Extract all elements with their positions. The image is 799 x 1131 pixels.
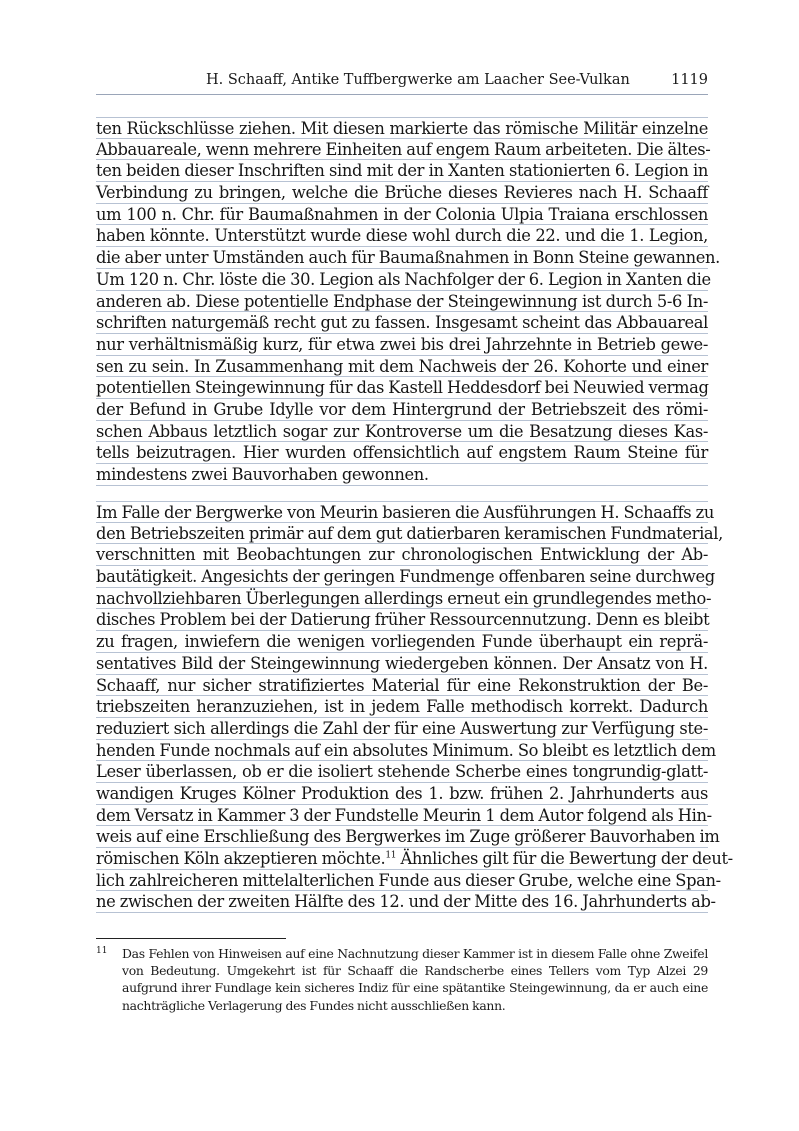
text-line: verschnitten mit Beobachtungen zur chronologischen Entwicklung der Ab- bbox=[96, 545, 708, 565]
text-line: zu fragen, inwiefern die wenigen vorliegenden Funde überhaupt ein reprä- bbox=[96, 632, 708, 652]
text-line: Im Falle der Bergwerke von Meurin basieren die Ausführungen H. Schaaffs zu bbox=[96, 503, 715, 522]
text-line: die aber unter Umständen auch für Baumaßnahmen in Bonn Steine gewannen. bbox=[96, 248, 721, 268]
text-line: nur verhältnismäßig kurz, für etwa zwei bis drei Jahrzehnte in Betrieb gewe- bbox=[96, 334, 708, 354]
footnote-separator bbox=[96, 938, 286, 939]
page-number: 1119 bbox=[671, 72, 708, 88]
text-line: Verbindung zu bringen, welche die Brüche dieses Revieres nach H. Schaaff bbox=[96, 183, 708, 203]
text-line: sentatives Bild der Steingewinnung wiedergeben können. Der Ansatz von H. bbox=[96, 653, 708, 673]
text-line: wandigen Kruges Kölner Produktion des 1. bzw. frühen 2. Jahrhunderts aus bbox=[96, 783, 708, 803]
text-line: bautätigkeit. Angesichts der geringen Fundmenge offenbaren seine durchweg bbox=[96, 567, 715, 587]
text-line: dem Versatz in Kammer 3 der Fundstelle Meurin 1 dem Autor folgend als Hin- bbox=[96, 805, 712, 825]
text-fragment: römischen Köln akzeptieren möchte. bbox=[96, 849, 386, 868]
text-line: lich zahlreicheren mittelalterlichen Funde aus dieser Grube, welche eine Span- bbox=[96, 870, 721, 890]
text-line: disches Problem bei der Datierung früher Ressourcennutzung. Denn es bleibt bbox=[96, 610, 710, 630]
text-line: schriften naturgemäß recht gut zu fassen. Insgesamt scheint das Abbauareal bbox=[96, 313, 708, 333]
text-line: Leser überlassen, ob er die isoliert stehende Scherbe eines tongrundig-glatt- bbox=[96, 762, 708, 782]
header-rule bbox=[96, 94, 708, 95]
footnote-reference[interactable]: 11 bbox=[385, 850, 397, 861]
footnote-text: Das Fehlen von Hinweisen auf eine Nachnutzung dieser Kammer ist in diesem Falle ohne Zweifel von Bedeutung. Umgekehrt ist für Schaaff die Randscherbe eines Tellers vom Typ Alzei 29 aufgrund ihrer Fundlage kein sicheres Indiz für eine spätantike Steingewinnung, da er auch eine nachträgliche Verlagerung des Fundes nicht ausschließen kann. bbox=[122, 946, 708, 1013]
text-line: Um 120 n. Chr. löste die 30. Legion als Nachfolger der 6. Legion in Xanten die bbox=[96, 269, 711, 289]
text-line: ten Rückschlüsse ziehen. Mit diesen markierte das römische Militär einzelne bbox=[96, 119, 708, 138]
text-line: anderen ab. Diese potentielle Endphase der Steingewinnung ist durch 5-6 In- bbox=[96, 291, 708, 311]
text-line: schen Abbaus letztlich sogar zur Kontroverse um die Besatzung dieses Kas- bbox=[96, 421, 708, 441]
text-line: tells beizutragen. Hier wurden offensichtlich auf engstem Raum Steine für bbox=[96, 443, 708, 463]
text-line: haben könnte. Unterstützt wurde diese wohl durch die 22. und die 1. Legion, bbox=[96, 226, 708, 246]
text-line: um 100 n. Chr. für Baumaßnahmen in der Colonia Ulpia Traiana erschlossen bbox=[96, 204, 708, 224]
running-title: H. Schaaff, Antike Tuffbergwerke am Laacher See-Vulkan bbox=[206, 72, 630, 88]
text-line: mindestens zwei Bauvorhaben gewonnen. bbox=[96, 464, 708, 486]
paragraph-2 bbox=[96, 501, 733, 913]
page-header bbox=[96, 68, 708, 92]
footnote-number: 11 bbox=[96, 946, 108, 956]
text-line: sen zu sein. In Zusammenhang mit dem Nachweis der 26. Kohorte und einer bbox=[96, 356, 708, 376]
text-fragment: Ähnliches gilt für die Bewertung der deut- bbox=[396, 849, 733, 868]
text-line: henden Funde nochmals auf ein absolutes Minimum. So bleibt es letztlich dem bbox=[96, 740, 716, 760]
text-line: triebszeiten heranzuziehen, ist in jedem Falle methodisch korrekt. Dadurch bbox=[96, 697, 708, 717]
text-line: reduziert sich allerdings die Zahl der für eine Auswertung zur Verfügung ste- bbox=[96, 718, 708, 738]
text-line: weis auf eine Erschließung des Bergwerkes im Zuge größerer Bauvorhaben im bbox=[96, 827, 720, 847]
text-line-with-footnote-ref bbox=[96, 848, 733, 870]
text-line: nachvollziehbaren Überlegungen allerdings erneut ein grundlegendes metho- bbox=[96, 588, 712, 608]
text-line: ten beiden dieser Inschriften sind mit der in Xanten stationierten 6. Legion in bbox=[96, 161, 708, 181]
text-line: Abbauareale, wenn mehrere Einheiten auf engem Raum arbeiteten. Die ältes- bbox=[96, 139, 711, 159]
text-line: potentiellen Steingewinnung für das Kastell Heddesdorf bei Neuwied vermag bbox=[96, 378, 709, 398]
text-line: der Befund in Grube Idylle vor dem Hintergrund der Betriebszeit des römi- bbox=[96, 399, 708, 419]
text-line: den Betriebszeiten primär auf dem gut datierbaren keramischen Fundmaterial, bbox=[96, 523, 723, 543]
paragraph-1 bbox=[96, 117, 721, 486]
footnote bbox=[96, 945, 708, 1014]
text-line: Schaaff, nur sicher stratifiziertes Material für eine Rekonstruktion der Be- bbox=[96, 675, 708, 695]
text-line: ne zwischen der zweiten Hälfte des 12. und der Mitte des 16. Jahrhunderts ab- bbox=[96, 892, 716, 912]
